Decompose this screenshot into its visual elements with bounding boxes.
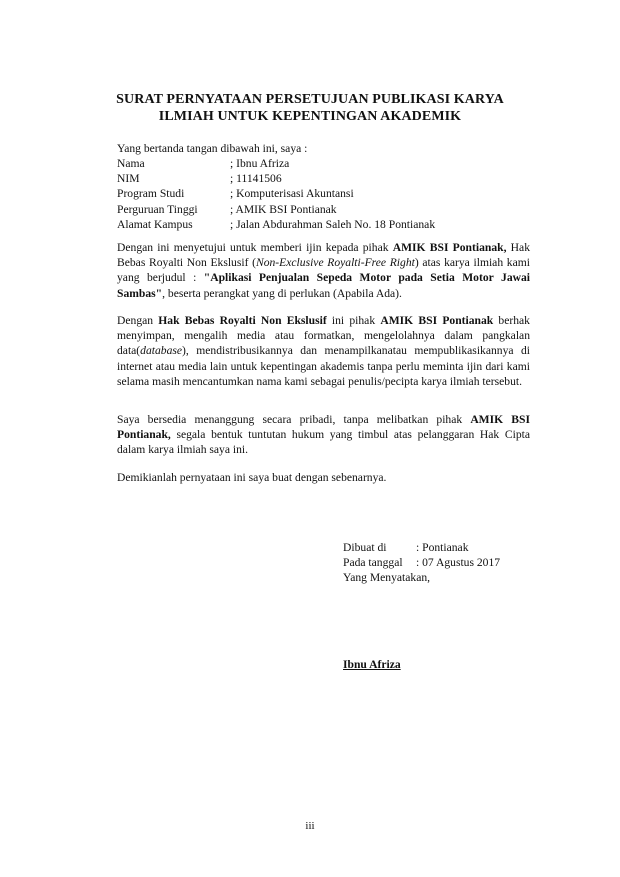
thesis-title: "Aplikasi Penjualan Sepeda Motor pada Setia Motor Jawai Sambas": [117, 271, 531, 300]
identity-row-university: [117, 202, 435, 217]
identity-row-nim: [117, 171, 435, 186]
signature-row-place: [343, 540, 500, 555]
signature-value: : 07 Agustus 2017: [416, 556, 501, 570]
identity-row-name: [117, 156, 435, 171]
text-run: Dengan: [117, 314, 159, 327]
bold-term: Hak Bebas Royalti Non Ekslusif: [158, 314, 327, 327]
signature-row-date: [343, 555, 500, 570]
text-run: Dengan ini menyetujui untuk memberi ijin kepada pihak: [117, 241, 393, 254]
identity-label: NIM: [117, 172, 140, 186]
signature-label: Pada tanggal: [343, 556, 403, 570]
signature-block: [343, 540, 500, 586]
paragraph-closing-statement: Demikianlah pernyataan ini saya buat dengan sebenarnya.: [117, 471, 387, 484]
document-title-line-1: SURAT PERNYATAAN PERSETUJUAN PUBLIKASI KARYA: [116, 92, 504, 107]
text-run: ), mendistribusikannya dan menampilkanatau mempublikasikannya di internet atau media lain untuk kepentingan akademis tanpa perlu meminta ijin dari kami selama masih mencantumkan nama kami sebagai penulis/pecipta karya ilmiah tersebut.: [117, 344, 530, 388]
document-title-line-2: ILMIAH UNTUK KEPENTINGAN AKADEMIK: [158, 109, 462, 124]
paragraph-liability: [117, 412, 530, 458]
identity-label: Perguruan Tinggi: [117, 202, 198, 216]
text-run: Hak Bebas Royalti Non Ekslusif (: [117, 241, 531, 270]
page-number: iii: [305, 820, 315, 832]
identity-value: ; AMIK BSI Pontianak: [230, 202, 337, 216]
institution-name: AMIK BSI Pontianak,: [117, 413, 530, 442]
paragraph-rights: [117, 313, 530, 389]
intro-text: Yang bertanda tangan dibawah ini, saya :: [117, 142, 308, 155]
institution-name: AMIK BSI Pontianak,: [392, 241, 507, 254]
text-run: ini pihak: [326, 314, 381, 327]
text-run: , beserta perangkat yang di perlukan (Apabila Ada).: [162, 286, 402, 300]
identity-value: ; 11141506: [230, 172, 282, 186]
identity-row-address: [117, 217, 435, 232]
closing-phrase: Yang Menyatakan,: [343, 571, 431, 585]
identity-value: ; Ibnu Afriza: [230, 157, 290, 170]
identity-value: ; Komputerisasi Akuntansi: [230, 187, 354, 201]
signer-name: Ibnu Afriza: [343, 658, 401, 671]
identity-label: Program Studi: [117, 187, 185, 201]
text-run: Saya bersedia menanggung secara pribadi, tanpa melibatkan pihak: [117, 413, 471, 426]
text-run: berhak menyimpan, mengalih media atau formatkan, mengelolahnya dalam pangkalan data(: [117, 314, 530, 358]
text-run: segala bentuk tuntutan hukum yang timbul atas pelanggaran Hak Cipta dalam karya ilmiah saya ini.: [117, 428, 530, 457]
text-run: ) atas karya ilmiah kami yang berjudul :: [117, 256, 530, 285]
paragraph-consent: [117, 240, 530, 301]
identity-label: Alamat Kampus: [117, 217, 193, 231]
identity-label: Nama: [117, 157, 145, 170]
identity-row-program: [117, 186, 435, 201]
signature-value: : Pontianak: [416, 541, 469, 554]
italic-term: Non-Exclusive Royalti-Free Right: [255, 256, 415, 270]
identity-block: [117, 156, 435, 232]
identity-value: ; Jalan Abdurahman Saleh No. 18 Pontianak: [230, 217, 436, 231]
italic-term: database: [140, 344, 183, 358]
signature-label: Dibuat di: [343, 541, 387, 554]
institution-name: AMIK BSI Pontianak: [380, 314, 494, 327]
